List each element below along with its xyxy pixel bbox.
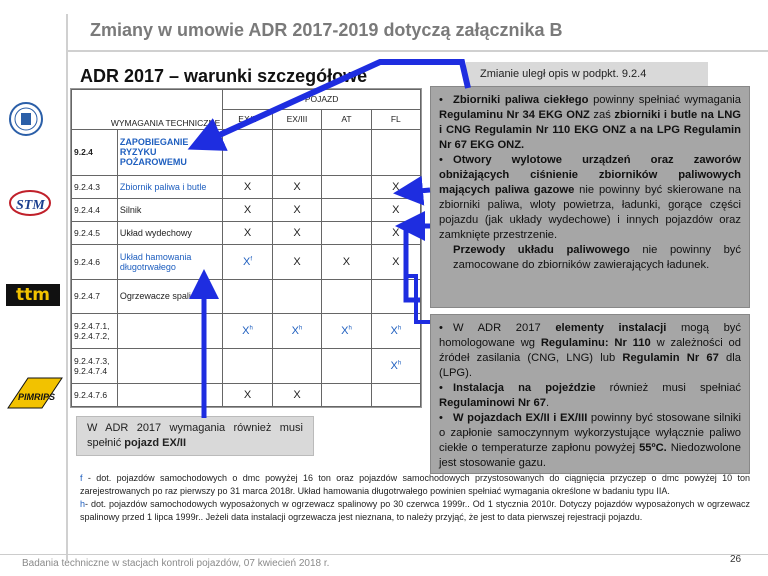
table-row: [72, 221, 421, 244]
row-desc: Układ hamowania długotrwałego: [117, 244, 222, 279]
row-mark: $X^f$: [223, 244, 272, 279]
requirements-table: [70, 88, 422, 408]
page-number: 26: [730, 554, 742, 565]
requirements-header: WYMAGANIA TECHNICZNE: [72, 90, 223, 130]
table-row: [72, 198, 421, 221]
row-mark: X: [272, 175, 322, 198]
university-seal-logo: [8, 98, 44, 140]
ttm-logo: ttm: [6, 284, 60, 306]
footer-caption: Badania techniczne w stacjach kontroli pojazdów, 07 kwiecień 2018 r.: [22, 558, 330, 569]
type-header: EX/II: [223, 109, 272, 129]
row-mark: [322, 175, 371, 198]
row-mark: X: [223, 383, 272, 406]
row-mark: [322, 198, 371, 221]
row-mark: X: [272, 198, 322, 221]
fuel-tank-info-box: • Zbiorniki paliwa ciekłego powinny spełniać wymagania Regulaminu Nr 34 EKG ONZ zaś zbiorniki i butle na LNG i CNG Regulamin Nr 110 EKG ONZ a na LPG Regulamin Nr 67 EKG ONZ. • Otwory wylotowe urządzeń oraz zaworów obniżających ciśnienie zbiorników paliwowych mających paliwa gazowe nie powinny być skierowane na zbiorniki paliwa, wloty powietrza, ładunki, gorące części pojazdu (jak układy wydechowe) i innych pojazdów oraz zamknięte przestrzenie. Przewody układu paliwowego nie powinny być zamocowane do zbiorników zawierających ładunek.: [430, 86, 750, 308]
type-header: FL: [371, 109, 420, 129]
row-desc: Silnik: [117, 198, 222, 221]
row-code: 9.2.4.7: [72, 279, 118, 313]
row-code: 9.2.4.7.1, 9.2.4.7.2,: [72, 313, 118, 348]
title-divider: [66, 50, 768, 52]
row-mark: $X^h$: [223, 313, 272, 348]
row-code: 9.2.4.4: [72, 198, 118, 221]
table-row: [72, 129, 421, 175]
row-code: 9.2.4: [72, 129, 118, 175]
type-header: AT: [322, 109, 371, 129]
row-mark: $X^h$: [371, 348, 420, 383]
row-mark: X: [371, 244, 420, 279]
pimrips-logo: [4, 374, 66, 412]
vertical-divider: [66, 14, 68, 560]
row-code: 9.2.4.3: [72, 175, 118, 198]
row-desc: ZAPOBIEGANIE RYZYKU POŻAROWEMU: [117, 129, 222, 175]
table-header-row: [72, 90, 421, 110]
stm-logo: [8, 188, 52, 218]
row-mark: X: [371, 198, 420, 221]
row-mark: X: [223, 198, 272, 221]
row-mark: X: [371, 221, 420, 244]
row-desc: Zbiornik paliwa i butle: [117, 175, 222, 198]
footer-divider: [0, 554, 768, 555]
svg-text:STM: STM: [16, 198, 45, 213]
row-desc: Ogrzewacze spalinowe: [117, 279, 222, 313]
table-row: [72, 348, 421, 383]
row-mark: [322, 221, 371, 244]
footnotes: f - dot. pojazdów samochodowych o dmc powyżej 16 ton oraz pojazdów samochodowych przystosowanych do ciągnięcia przyczep o dmc powyżej 10 ton zarejestrowanych po raz pierwszy po 31 marca 2018r. Układ hamowania długotrwałego powinien spełniać wymagania określone w badaniu typu IIA. h- dot. pojazdów samochodowych wyposażonych w ogrzewacz spalinowy po 30 czerwca 1999r.. Od 1 stycznia 2010r. Dotyczy pojazdów wyposażonych w ogrzewacz spalinowy przed 1 lipca 1999r.. Jeżeli data instalacji ogrzewacza jest nieznana, to należy przyjąć, że jest to data pierwszej rejestracji pojazdu.: [80, 473, 750, 522]
installation-info-box: • W ADR 2017 elementy instalacji mogą być homologowane wg Regulaminu: Nr 110 w zależności od źródeł zasilania (CNG, LNG) lub Regulamin Nr 67 dla (LPG). • Instalacja na pojeździe również musi spełniać Regulaminowi Nr 67. • W pojazdach EX/II i EX/III powinny być stosowane silniki o zapłonie samoczynnym wykorzystujące wyłącznie paliwo ciekłe o temperaturze zapłonu powyżej 55ºC. Niedozwolone jest stosowanie gazu.: [430, 314, 750, 474]
table-row: [72, 175, 421, 198]
row-desc: Układ wydechowy: [117, 221, 222, 244]
row-code: 9.2.4.7.6: [72, 383, 118, 406]
row-mark: $X^h$: [371, 313, 420, 348]
row-mark: $X^h$: [272, 313, 322, 348]
row-code: 9.2.4.6: [72, 244, 118, 279]
table-row: [72, 383, 421, 406]
vehicle-header: POJAZD: [223, 90, 421, 110]
row-mark: X: [272, 244, 322, 279]
row-mark: X: [272, 221, 322, 244]
section-subtitle: ADR 2017 – warunki szczegółowe: [80, 66, 368, 86]
ex2-callout: W ADR 2017 wymagania również musi spełnić pojazd EX/II: [76, 416, 314, 456]
type-header: EX/III: [272, 109, 322, 129]
table-row: [72, 244, 421, 279]
row-mark: X: [223, 221, 272, 244]
row-code: 9.2.4.7.3, 9.2.4.7.4: [72, 348, 118, 383]
row-mark: X: [272, 383, 322, 406]
row-mark: X: [223, 175, 272, 198]
row-mark: X: [322, 244, 371, 279]
page-title: Zmiany w umowie ADR 2017-2019 dotyczą załącznika B: [90, 20, 563, 40]
footnote-label-h: h: [80, 499, 86, 509]
svg-text:PIMRIPS: PIMRIPS: [18, 392, 56, 402]
row-mark: $X^h$: [322, 313, 371, 348]
top-callout: Zmianie uległ opis w podpkt. 9.2.4: [466, 62, 708, 86]
table-row: [72, 279, 421, 313]
footnote-label-f: f: [80, 473, 83, 483]
footnote-ref-f: f: [250, 255, 253, 262]
table-row: [72, 313, 421, 348]
row-code: 9.2.4.5: [72, 221, 118, 244]
row-mark: X: [371, 175, 420, 198]
